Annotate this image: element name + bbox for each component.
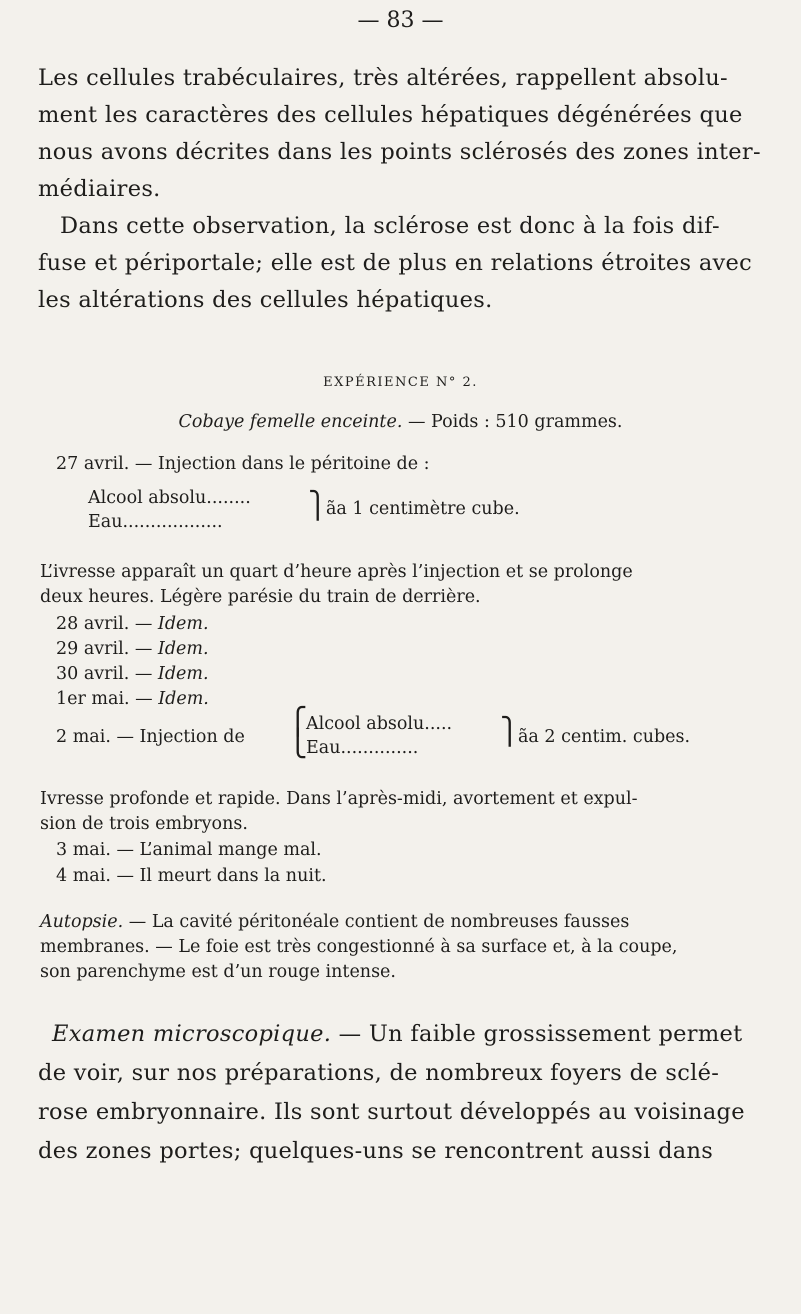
text-line: Ivresse profonde et rapide. Dans l’après-midi, avortement et expul- xyxy=(40,789,638,809)
brace-right: ⎫ xyxy=(308,491,328,521)
text-line: Les cellules trabéculaires, très altérées, rappellent absolu- xyxy=(38,65,728,91)
paragraph-sclerosis xyxy=(38,208,768,319)
text-line: médiaires. xyxy=(38,176,161,202)
entry-28-avril xyxy=(56,612,209,637)
subject-line xyxy=(0,410,801,435)
entry-note: Idem. xyxy=(157,664,209,684)
examen-label: Examen microscopique. xyxy=(52,1021,332,1047)
entry-1er-mai xyxy=(56,687,209,712)
experiment-heading: EXPÉRIENCE N° 2. xyxy=(323,375,478,390)
entry-note: Idem. xyxy=(157,639,209,659)
entry-date: 1er mai. — xyxy=(56,689,159,709)
text-line xyxy=(38,1015,768,1054)
entry-date: 30 avril. — xyxy=(56,664,158,684)
entry-note: Idem. xyxy=(157,614,209,634)
text-line: de voir, sur nos préparations, de nombreux foyers de sclé- xyxy=(38,1060,720,1086)
mix1-dose: ãa 1 centimètre cube. xyxy=(326,499,520,519)
text-span: — Un faible grossissement permet xyxy=(331,1021,743,1047)
brace-left: ⎩ xyxy=(288,729,308,759)
subject-weight: — Poids : 510 grammes. xyxy=(402,412,623,432)
entry-30-avril xyxy=(56,662,209,687)
entry-29-avril xyxy=(56,637,209,662)
paragraph-trabecular-cells xyxy=(38,60,768,208)
text-line: deux heures. Légère parésie du train de derrière. xyxy=(40,587,481,607)
mai2-water: Eau.............. xyxy=(306,738,419,758)
paragraph-examen xyxy=(38,1015,768,1171)
text-line: nous avons décrites dans les points sclérosés des zones inter- xyxy=(38,139,761,165)
mai2-prefix: 2 mai. — Injection de xyxy=(56,727,245,747)
entry-3-mai: 3 mai. — L’animal mange mal. xyxy=(56,840,322,860)
mix1-alcohol: Alcool absolu........ xyxy=(88,488,251,508)
paragraph-autopsie xyxy=(40,910,764,985)
paragraph-ivresse-profonde xyxy=(40,787,764,837)
subject-label: Cobaye femelle enceinte. xyxy=(178,412,403,432)
text-line: rose embryonnaire. Ils sont surtout développés au voisinage xyxy=(38,1099,745,1125)
text-line: sion de trois embryons. xyxy=(40,814,248,834)
text-line: membranes. — Le foie est très congestionné à sa surface et, à la coupe, xyxy=(40,937,678,957)
entry-date: 29 avril. — xyxy=(56,639,158,659)
text-line: des zones portes; quelques-uns se rencontrent aussi dans xyxy=(38,1138,714,1164)
text-line: son parenchyme est d’un rouge intense. xyxy=(40,962,396,982)
brace-right: ⎫ xyxy=(500,717,520,747)
entry-date: 28 avril. — xyxy=(56,614,158,634)
page-number: — 83 — xyxy=(357,8,444,33)
text-line: fuse et périportale; elle est de plus en relations étroites avec xyxy=(38,250,753,276)
entry-4-mai: 4 mai. — Il meurt dans la nuit. xyxy=(56,866,327,886)
text-line: ment les caractères des cellules hépatiques dégénérées que xyxy=(38,102,743,128)
autopsie-label: Autopsie. xyxy=(40,912,124,932)
text-line xyxy=(40,910,764,935)
entry-note: Idem. xyxy=(158,689,209,709)
mix1-water: Eau.................. xyxy=(88,512,223,532)
text-line: L’ivresse apparaît un quart d’heure après l’injection et se prolonge xyxy=(40,562,633,582)
paragraph-ivresse xyxy=(40,560,764,610)
mai2-alcohol: Alcool absolu..... xyxy=(306,714,453,734)
text-line: les altérations des cellules hépatiques. xyxy=(38,287,493,313)
entry-27-avril: 27 avril. — Injection dans le péritoine de : xyxy=(56,454,430,474)
mai2-dose: ãa 2 centim. cubes. xyxy=(518,727,691,747)
text-span: — La cavité péritonéale contient de nombreuses fausses xyxy=(123,912,630,932)
text-line: Dans cette observation, la sclérose est donc à la fois dif- xyxy=(60,213,720,239)
brace-left: ⎧ xyxy=(288,707,308,737)
